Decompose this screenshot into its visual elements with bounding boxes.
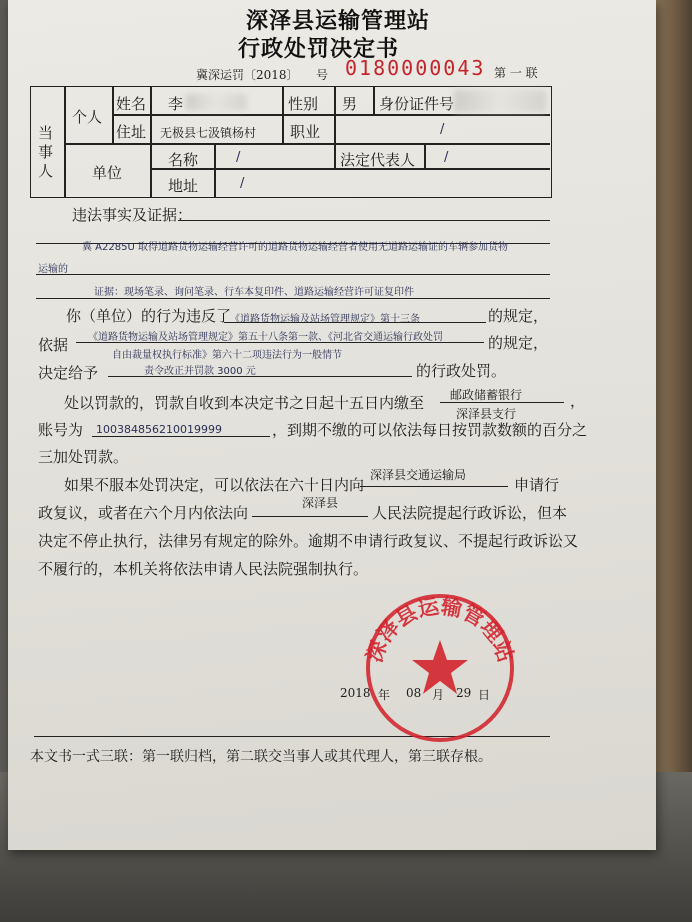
- facts-label: 违法事实及证据：: [72, 206, 193, 224]
- address-value: 无极县七汲镇杨村: [160, 126, 257, 140]
- penalty-value: 责令改正并罚款 3000 元: [144, 366, 256, 377]
- violate-prefix: 你（单位）的行为违反了: [66, 307, 232, 325]
- date-year-label: 年: [378, 688, 391, 702]
- unit-address-value: /: [240, 176, 245, 191]
- bank-name: 邮政储蓄银行: [450, 388, 523, 402]
- unit-label: 单位: [92, 164, 123, 182]
- basis-value-line1: 《道路货物运输及站场管理规定》第五十八条第一款、《河北省交通运输行政处罚: [88, 332, 443, 343]
- seal-star-icon: [412, 640, 468, 694]
- appeal-text6: 不履行的，本机关将依法申请人民法院强制执行。: [38, 560, 369, 578]
- account-prefix: 账号为: [38, 421, 84, 439]
- penalty-suffix: 的行政处罚。: [416, 362, 507, 380]
- appeal-agency: 深泽县交通运输局: [370, 468, 467, 482]
- document-number: 0180000043: [345, 56, 486, 80]
- account-number: 100384856210019999: [96, 423, 222, 436]
- appeal-text4: 人民法院提起行政诉讼，但本: [372, 504, 568, 522]
- document-title-line2: 行政处罚决定书: [238, 36, 400, 62]
- payment-text3: 三加处罚款。: [38, 448, 129, 466]
- gender-value: 男: [342, 95, 358, 113]
- payment-text1: 处以罚款的，罚款自收到本决定书之日起十五日内缴至: [64, 394, 425, 412]
- unit-address-label: 地址: [168, 177, 199, 195]
- id-label: 身份证件号: [379, 95, 455, 113]
- appeal-text1: 如果不服本处罚决定，可以依法在六十日内向: [64, 476, 365, 494]
- document-paper: [8, 0, 656, 850]
- bank-branch: 深泽县支行: [456, 407, 517, 421]
- violate-suffix: 的规定，: [488, 307, 549, 325]
- facts-line2: 运输的: [38, 264, 68, 275]
- penalty-prefix: 决定给予: [38, 364, 99, 382]
- legal-rep-value: /: [444, 150, 449, 165]
- document-title-line1: 深泽县运输管理站: [246, 8, 431, 34]
- basis-suffix: 的规定，: [488, 334, 549, 352]
- appeal-text3: 政复议，或者在六个月内依法向: [38, 504, 249, 522]
- appeal-text2: 申请行: [514, 476, 560, 494]
- official-seal: [360, 588, 520, 748]
- violate-value: 《道路货物运输及站场管理规定》第十三条: [230, 314, 420, 325]
- document-number-hao: 号: [316, 68, 329, 82]
- name-value: 李: [168, 95, 184, 113]
- name-label: 姓名: [116, 95, 147, 113]
- occupation-value: /: [440, 122, 445, 137]
- gender-label: 性别: [288, 95, 319, 113]
- date-day: 29: [456, 686, 472, 700]
- legal-rep-label: 法定代表人: [340, 151, 416, 169]
- address-label: 住址: [116, 123, 147, 141]
- date-month: 08: [406, 686, 422, 700]
- basis-prefix: 依据: [38, 336, 69, 354]
- facts-line1: 冀 A2285U 取得道路货物运输经营许可的道路货物运输经营者使用无道路运输证的车辆参加货物: [82, 242, 508, 253]
- basis-value-line2: 自由裁量权执行标准》第六十二项违法行为一般情节: [112, 350, 342, 361]
- redacted-name: [186, 94, 246, 110]
- appeal-court: 深泽县: [302, 496, 339, 510]
- date-day-label: 日: [478, 688, 491, 702]
- copy-label: 第 一 联: [494, 66, 538, 80]
- footer-note: 本文书一式三联：第一联归档，第二联交当事人或其代理人，第三联存根。: [30, 749, 492, 765]
- unit-name-value: /: [236, 150, 241, 165]
- unit-name-label: 名称: [168, 151, 199, 169]
- person-label: 个人: [72, 108, 103, 126]
- party-label: 当事人: [38, 124, 54, 180]
- facts-evidence: 证据：现场笔录、询问笔录、行车本复印件、道路运输经营许可证复印件: [94, 287, 414, 298]
- date-year: 2018: [340, 686, 371, 700]
- document-number-prefix: 冀深运罚〔2018〕: [196, 68, 299, 82]
- svg-text:深泽县运输管理站: 深泽县运输管理站: [362, 594, 518, 666]
- payment-comma: ，: [570, 392, 586, 410]
- redacted-id-number: [454, 90, 546, 112]
- appeal-text5: 决定不停止执行，法律另有规定的除外。逾期不申请行政复议、不提起行政诉讼又: [38, 532, 579, 550]
- date-month-label: 月: [432, 688, 445, 702]
- payment-text2: ，到期不缴的可以依法每日按罚款数额的百分之: [272, 421, 588, 439]
- occupation-label: 职业: [290, 123, 321, 141]
